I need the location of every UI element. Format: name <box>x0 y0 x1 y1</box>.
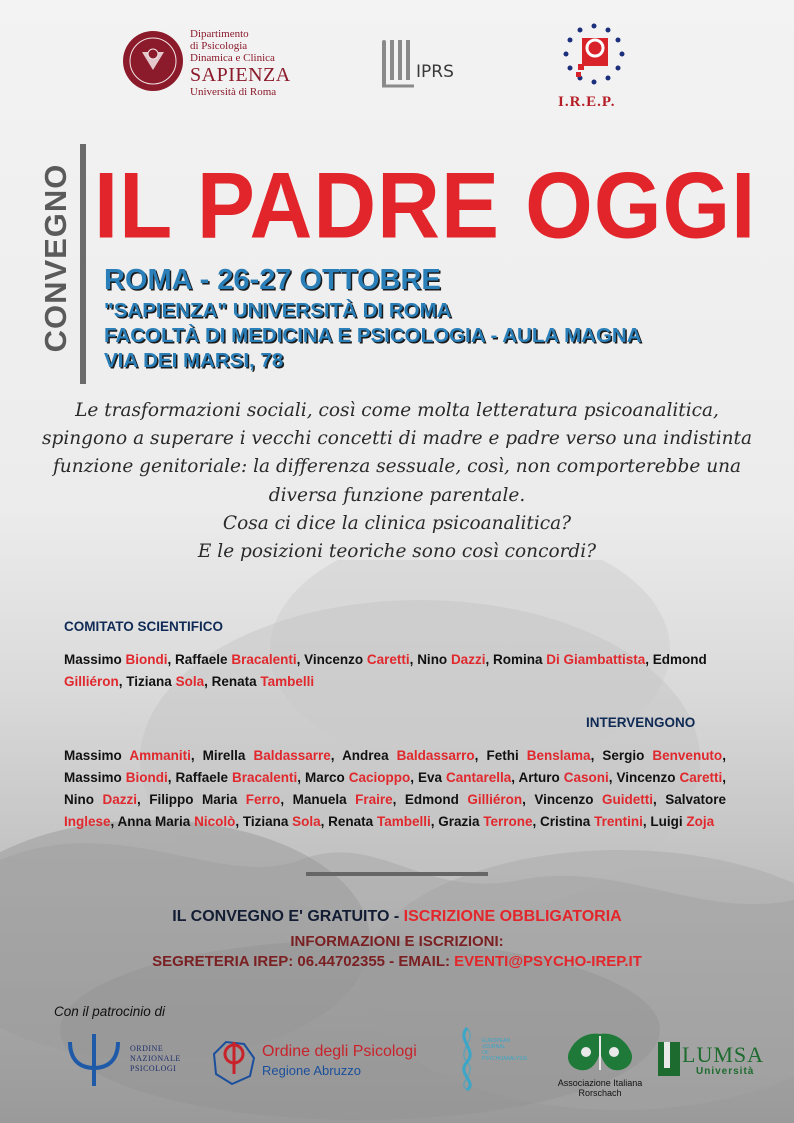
person-surname: Tambelli <box>260 674 315 689</box>
person-surname: Dazzi <box>450 652 486 667</box>
abstract-line: diversa funzione parentale. <box>268 484 526 506</box>
person-first-name: Raffaele <box>175 770 232 785</box>
person-surname: Caretti <box>366 652 410 667</box>
person-first-name: Arturo <box>518 770 564 785</box>
onp-line: PSICOLOGI <box>130 1064 177 1073</box>
person-surname: Casoni <box>563 770 609 785</box>
person-surname: Guidetti <box>601 792 653 807</box>
convegno-label <box>36 150 76 366</box>
speaker <box>602 748 722 763</box>
speakers-list: Massimo Ammaniti, Mirella Baldassarre, Andrea Baldassarro, Fethi Benslama, Sergio Benvenuto, Massimo Biondi, Raffaele Bracalenti, Marco Cacioppo, Eva Cantarella, Arturo Casoni, Vincenzo Caretti, Nino Dazzi, Filippo Maria Ferro, Manuela Fraire, Edmond Gilliéron, Vincenzo Guidetti, Salvatore Inglese, Anna Maria Nicolò, Tiziana Sola, Renata Tambelli, Grazia Terrone, Cristina Trentini, Luigi Zoja <box>64 748 727 829</box>
ejp-wordmark <box>482 1038 527 1062</box>
sapienza-univ: Università di Roma <box>190 86 277 98</box>
irep-wordmark: I.R.E.P. <box>558 94 616 110</box>
irep-emblem-icon <box>552 20 636 92</box>
person-surname: Fraire <box>355 792 393 807</box>
committee-member <box>212 674 315 689</box>
person-first-name: Massimo <box>64 652 126 667</box>
section-divider <box>306 872 488 876</box>
abruzzo-region-icon <box>208 1034 260 1090</box>
speaker <box>418 770 511 785</box>
opa-logo <box>208 1034 448 1094</box>
person-first-name: Vincenzo <box>534 792 602 807</box>
contact-free-line <box>60 908 734 926</box>
person-surname: Zoja <box>686 814 715 829</box>
person-surname: Baldassarre <box>253 748 331 763</box>
committee-member <box>417 652 485 667</box>
person-first-name: Grazia <box>438 814 484 829</box>
person-first-name: Salvatore <box>665 792 727 807</box>
person-surname: Sola <box>292 814 321 829</box>
contact-secretary-line <box>60 953 734 970</box>
person-surname: Ammaniti <box>129 748 191 763</box>
onp-wordmark <box>130 1044 181 1074</box>
person-surname: Baldassarro <box>396 748 475 763</box>
speaker <box>305 770 410 785</box>
person-first-name: Nino <box>417 652 451 667</box>
air-logo <box>540 1030 660 1100</box>
speaker <box>243 814 321 829</box>
person-first-name: Fethi <box>486 748 527 763</box>
sapienza-dept-line3: Dinamica e Clinica <box>190 52 275 64</box>
air-line1: Associazione Italiana <box>557 1078 643 1088</box>
person-first-name: Manuela <box>292 792 356 807</box>
lumsa-subtitle: Università <box>696 1066 755 1077</box>
person-surname: Nicolò <box>194 814 236 829</box>
person-first-name: Raffaele <box>175 652 232 667</box>
lumsa-logo <box>656 1040 766 1080</box>
patronage-label: Con il patrocinio di <box>54 1004 166 1019</box>
speaker <box>438 814 532 829</box>
onp-logo <box>62 1028 192 1088</box>
person-surname: Dazzi <box>102 792 138 807</box>
person-surname: Bracalenti <box>231 652 297 667</box>
sapienza-seal-icon <box>122 30 184 92</box>
title-divider-bar <box>80 144 86 384</box>
person-surname: Tambelli <box>376 814 431 829</box>
person-surname: Sola <box>175 674 205 689</box>
person-surname: Gilliéron <box>467 792 523 807</box>
person-surname: Gilliéron <box>64 674 119 689</box>
committee-heading: COMITATO SCIENTIFICO <box>64 619 223 634</box>
person-first-name: Anna Maria <box>117 814 195 829</box>
person-first-name: Eva <box>417 770 446 785</box>
committee-member <box>493 652 645 667</box>
person-surname: Biondi <box>125 770 168 785</box>
sapienza-name: SAPIENZA <box>190 64 291 86</box>
speaker <box>616 770 722 785</box>
speaker <box>519 770 609 785</box>
free-label: IL CONVEGNO E' GRATUITO - <box>172 908 404 925</box>
speaker <box>64 770 168 785</box>
speaker <box>293 792 393 807</box>
ejp-line: PSYCHOANALYSIS <box>482 1056 528 1062</box>
person-surname: Benslama <box>526 748 591 763</box>
ejp-logo <box>452 1024 536 1094</box>
opa-line2: Regione Abruzzo <box>262 1063 362 1078</box>
event-venue-faculty: FACOLTÀ DI MEDICINA E PSICOLOGIA - AULA MAGNA <box>104 324 642 347</box>
person-first-name: Tiziana <box>242 814 293 829</box>
speaker <box>118 814 236 829</box>
iprs-wordmark: IPRS <box>416 62 454 82</box>
contact-email[interactable]: EVENTI@PSYCHO-IREP.IT <box>454 953 642 970</box>
helix-icon <box>452 1024 482 1094</box>
speaker <box>405 792 522 807</box>
person-surname: Cacioppo <box>348 770 411 785</box>
person-first-name: Renata <box>328 814 377 829</box>
sapienza-wordmark <box>190 28 291 98</box>
contact-info-heading: INFORMAZIONI E ISCRIZIONI: <box>290 933 504 950</box>
person-first-name: Romina <box>492 652 547 667</box>
ejp-line: EUROPEAN <box>482 1038 511 1044</box>
ejp-line: JOURNAL <box>482 1044 506 1050</box>
abstract-line: E le posizioni teoriche sono così concordi? <box>197 541 597 563</box>
person-first-name: Vincenzo <box>616 770 680 785</box>
committee-member <box>64 652 168 667</box>
committee-member <box>126 674 204 689</box>
speaker <box>486 748 590 763</box>
speaker <box>175 770 297 785</box>
event-date: ROMA - 26-27 OTTOBRE <box>104 264 441 296</box>
speaker <box>328 814 431 829</box>
abstract-line: Le trasformazioni sociali, così come molta letteratura psicoanalitica, <box>75 400 719 421</box>
onp-line: NAZIONALE <box>130 1054 181 1063</box>
lumsa-wordmark: LUMSA <box>682 1042 765 1067</box>
abstract-line: funzione genitoriale: la differenza sessuale, così, non comporterebbe una <box>52 456 742 478</box>
speaker <box>650 814 714 829</box>
person-surname: Terrone <box>483 814 533 829</box>
abstract-text <box>40 397 754 566</box>
person-first-name: Luigi <box>650 814 687 829</box>
person-first-name: Tiziana <box>126 674 176 689</box>
abstract-line: spingono a superare i vecchi concetti di madre e padre verso una indistinta <box>41 428 752 450</box>
person-first-name: Edmond <box>652 652 707 667</box>
convegno-text: CONVEGNO <box>38 163 73 353</box>
person-first-name: Vincenzo <box>304 652 367 667</box>
committee-list: Massimo Biondi, Raffaele Bracalenti, Vincenzo Caretti, Nino Dazzi, Romina Di Giambattista, Edmond Gilliéron, Tiziana Sola, Renata Tambelli <box>64 652 707 689</box>
person-first-name: Massimo <box>64 770 126 785</box>
committee-member <box>304 652 410 667</box>
onp-line: ORDINE <box>130 1044 164 1053</box>
speaker <box>342 748 475 763</box>
sapienza-dept-line1: Dipartimento <box>190 28 249 40</box>
person-first-name: Renata <box>211 674 261 689</box>
person-first-name: Massimo <box>64 748 130 763</box>
iprs-bars-icon <box>380 36 420 90</box>
speaker <box>64 792 137 807</box>
person-first-name: Cristina <box>540 814 595 829</box>
person-first-name: Filippo Maria <box>149 792 246 807</box>
speaker <box>64 748 191 763</box>
opa-line1: Ordine degli Psicologi <box>262 1043 417 1060</box>
person-surname: Inglese <box>64 814 111 829</box>
person-surname: Cantarella <box>445 770 512 785</box>
person-first-name: Sergio <box>602 748 653 763</box>
person-first-name: Mirella <box>202 748 254 763</box>
person-surname: Trentini <box>594 814 643 829</box>
event-info <box>104 262 642 373</box>
person-surname: Bracalenti <box>231 770 298 785</box>
speaker <box>203 748 331 763</box>
speaker <box>540 814 643 829</box>
person-surname: Ferro <box>245 792 281 807</box>
main-title: IL PADRE OGGI <box>94 153 757 258</box>
psi-icon <box>62 1028 126 1088</box>
person-surname: Biondi <box>125 652 168 667</box>
rorschach-blot-icon <box>558 1030 642 1076</box>
event-venue-university: "SAPIENZA" UNIVERSITÀ DI ROMA <box>104 299 452 322</box>
event-address: VIA DEI MARSI, 78 <box>104 349 284 372</box>
person-first-name: Nino <box>64 792 103 807</box>
abstract-line: Cosa ci dice la clinica psicoanalitica? <box>222 512 572 534</box>
irep-logo <box>552 20 636 116</box>
air-line2: Rorschach <box>578 1088 622 1098</box>
registration-required: ISCRIZIONE OBBLIGATORIA <box>403 908 622 925</box>
air-wordmark <box>540 1078 660 1098</box>
speaker <box>149 792 280 807</box>
committee-member <box>175 652 297 667</box>
iprs-logo <box>380 36 454 95</box>
person-first-name: Andrea <box>342 748 397 763</box>
person-surname: Caretti <box>679 770 723 785</box>
ejp-line: OF <box>482 1050 489 1056</box>
sapienza-dept-line2: di Psicologia <box>190 40 248 52</box>
lumsa-mark-icon <box>656 1040 682 1078</box>
speaker <box>534 792 653 807</box>
person-first-name: Edmond <box>404 792 468 807</box>
speakers-heading: INTERVENGONO <box>586 715 696 730</box>
person-surname: Benvenuto <box>652 748 723 763</box>
person-surname: Di Giambattista <box>546 652 646 667</box>
person-first-name: Marco <box>305 770 349 785</box>
secretary-label: SEGRETERIA IREP: 06.44702355 - EMAIL: <box>152 953 455 970</box>
sapienza-logo <box>122 28 322 112</box>
